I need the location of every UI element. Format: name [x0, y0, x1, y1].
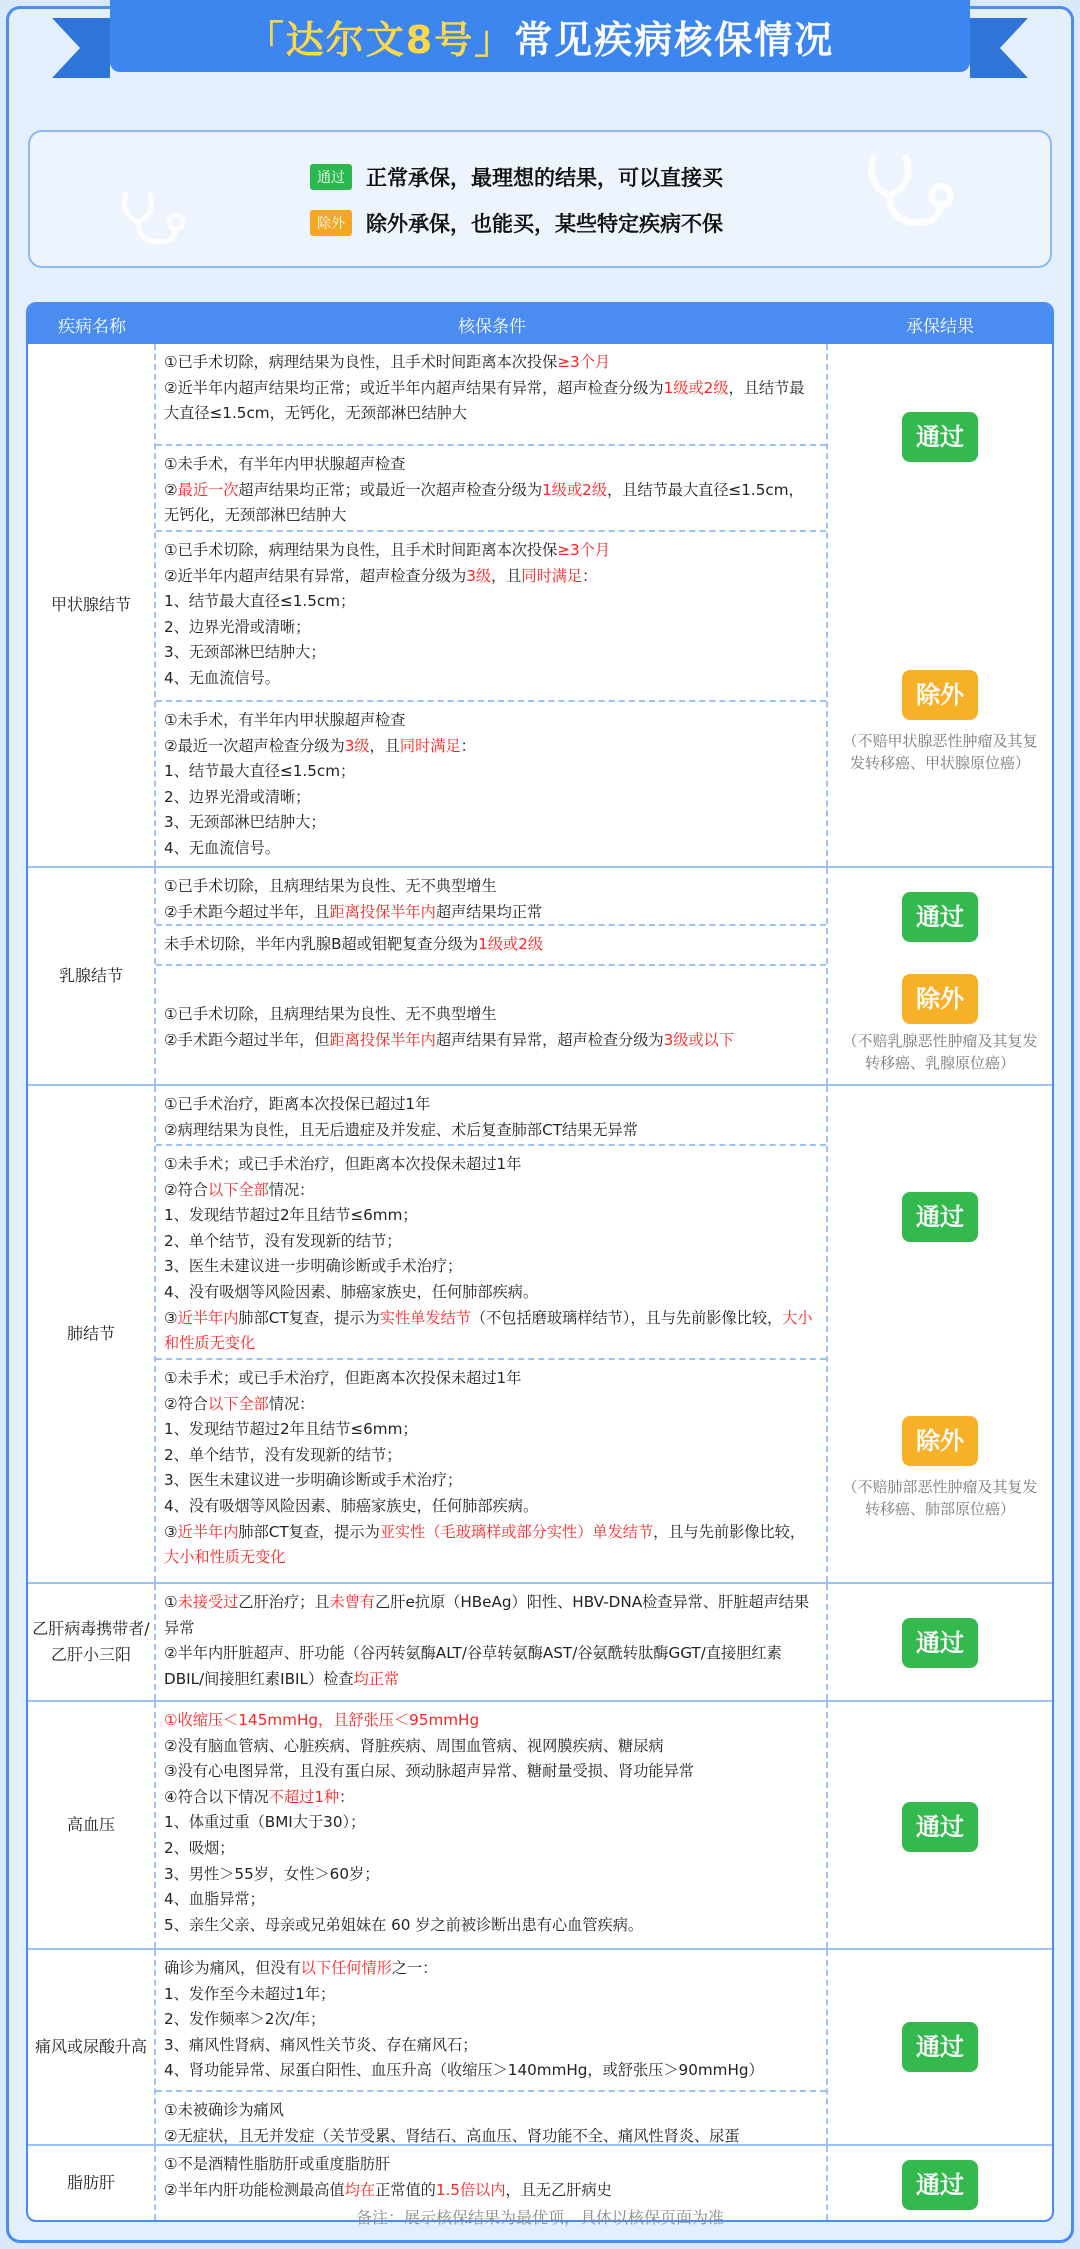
disease-name: 肺结节	[28, 1086, 156, 1582]
page-title: 「达尔文8号」常见疾病核保情况	[245, 17, 835, 62]
condition: ①已手术切除，且病理结果为良性、无不典型增生 ②手术距今超过半年，但距离投保半年内超声结果有异常，超声检查分级为3级或以下	[156, 964, 826, 1082]
disease-name: 高血压	[28, 1702, 156, 1948]
condition: ①未手术，有半年内甲状腺超声检查 ②最近一次超声结果均正常；或最近一次超声检查分级为1级或2级，且结节最大直径≤1.5cm，无钙化，无颈部淋巴结肿大	[156, 444, 826, 530]
disease-name: 甲状腺结节	[28, 344, 156, 866]
result-pass	[828, 2022, 1052, 2072]
condition: ①未被确诊为痛风 ②无症状，且无并发症（关节受累、肾结石、高血压、肾功能不全、痛风性肾炎、尿蛋	[156, 2090, 826, 2146]
stethoscope-icon	[116, 188, 190, 252]
condition: 未手术切除，半年内乳腺B超或钼靶复查分级为1级或2级	[156, 924, 826, 964]
condition: ①已手术治疗，距离本次投保已超过1年 ②病理结果为良性，且无后遗症及并发症、术后复查肺部CT结果无异常	[164, 1095, 638, 1139]
disease-name: 乳腺结节	[28, 868, 156, 1084]
condition: ①已手术切除，病理结果为良性，且手术时间距离本次投保≥3个月 ②近半年内超声结果有异常，超声检查分级为3级，且同时满足： 1、结节最大直径≤1.5cm； 2、边界光滑或清晰； 3、无颈部淋巴结肿大； 4、无血流信号。	[156, 530, 826, 700]
exclude-description: 除外承保，也能买，某些特定疾病不保	[366, 212, 723, 236]
condition: ①未手术，有半年内甲状腺超声检查 ②最近一次超声检查分级为3级，且同时满足： 1、结节最大直径≤1.5cm； 2、边界光滑或清晰； 3、无颈部淋巴结肿大； 4、无血流信号。	[156, 700, 826, 866]
legend-exclude	[310, 208, 723, 238]
result-exclude	[828, 670, 1052, 774]
header-disease: 疾病名称	[58, 316, 126, 337]
condition: ①已手术切除，且病理结果为良性、无不典型增生 ②手术距今超过半年，且距离投保半年内超声结果均正常	[164, 877, 543, 921]
condition: ①未接受过乙肝治疗；且未曾有乙肝e抗原（HBeAg）阳性、HBV-DNA检查异常、肝脏超声结果异常 ②半年内肝脏超声、肝功能（谷丙转氨酶ALT/谷草转氨酶AST/谷氨酰转肽酶GGT/直接胆红素DBIL/间接胆红素IBIL）检查均正常	[164, 1593, 810, 1688]
condition: ①已手术切除，病理结果为良性，且手术时间距离本次投保≥3个月 ②近半年内超声结果均正常；或近半年内超声结果有异常，超声检查分级为1级或2级，且结节最大直径≤1.5cm，无钙化，无颈部淋巴结肿大	[164, 353, 805, 423]
exclude-result-badge: 除外	[902, 974, 978, 1024]
group-gout	[28, 1948, 1052, 2144]
disease-name: 乙肝病毒携带者/乙肝小三阳	[28, 1584, 156, 1700]
exclude-result-badge: 除外	[902, 670, 978, 720]
stethoscope-icon	[860, 148, 960, 238]
result-pass	[828, 2160, 1052, 2210]
group-breast	[28, 866, 1052, 1084]
legend-box	[28, 130, 1052, 268]
legend-pass	[310, 162, 723, 192]
disease-name: 脂肪肝	[28, 2146, 156, 2220]
underwriting-table	[26, 302, 1054, 2222]
exclusion-note: （不赔甲状腺恶性肿瘤及其复发转移癌、甲状腺原位癌）	[842, 732, 1038, 772]
condition: ①未手术；或已手术治疗，但距离本次投保未超过1年 ②符合以下全部情况： 1、发现结节超过2年且结节≤6mm； 2、单个结节，没有发现新的结节； 3、医生未建议进一步明确诊断或手术治疗； 4、没有吸烟等风险因素、肺癌家族史，任何肺部疾病。 ③近半年内肺部CT复查，提示为亚实性（毛玻璃样或部分实性）单发结节，且与先前影像比较，大小和性质无变化	[156, 1358, 826, 1580]
group-lung	[28, 1084, 1052, 1582]
result-pass	[828, 1618, 1052, 1668]
condition: ①未手术；或已手术治疗，但距离本次投保未超过1年 ②符合以下全部情况： 1、发现结节超过2年且结节≤6mm； 2、单个结节，没有发现新的结节； 3、医生未建议进一步明确诊断或手术治疗； 4、没有吸烟等风险因素、肺癌家族史，任何肺部疾病。 ③近半年内肺部CT复查，提示为实性单发结节（不包括磨玻璃样结节），且与先前影像比较，大小和性质无变化	[156, 1144, 826, 1358]
condition: ①收缩压＜145mmHg，且舒张压＜95mmHg ②没有脑血管病、心脏疾病、肾脏疾病、周围血管病、视网膜疾病、糖尿病 ③没有心电图异常，且没有蛋白尿、颈动脉超声异常、糖耐量受损、肾功能异常 ④符合以下情况不超过1种： 1、体重过重（BMI大于30）； 2、吸烟； 3、男性＞55岁，女性＞60岁； 4、血脂异常； 5、亲生父亲、母亲或兄弟姐妹在 60 岁之前被诊断出患有心血管疾病。	[164, 1711, 694, 1934]
footer-note: 备注：展示核保结果为最优项，具体以核保页面为准	[355, 2208, 724, 2227]
result-pass	[828, 412, 1052, 462]
pass-result-badge: 通过	[902, 1192, 978, 1242]
pass-badge: 通过	[310, 164, 352, 190]
group-thyroid	[28, 344, 1052, 866]
header-conditions: 核保条件	[458, 316, 526, 337]
result-pass	[828, 1802, 1052, 1852]
exclude-badge: 除外	[310, 210, 352, 236]
pass-result-badge: 通过	[902, 2022, 978, 2072]
result-pass	[828, 1192, 1052, 1242]
pass-description: 正常承保，最理想的结果，可以直接买	[366, 166, 723, 190]
exclusion-note: （不赔乳腺恶性肿瘤及其复发转移癌、乳腺原位癌）	[842, 1032, 1038, 1072]
group-hypertension	[28, 1700, 1052, 1948]
result-exclude	[828, 1416, 1052, 1520]
title-ribbon	[110, 0, 970, 72]
disease-name: 痛风或尿酸升高	[28, 1950, 156, 2144]
result-pass	[828, 892, 1052, 942]
condition: ①不是酒精性脂肪肝或重度脂肪肝 ②半年内肝功能检测最高值均在正常值的1.5倍以内，且无乙肝病史	[164, 2155, 612, 2199]
header-result: 承保结果	[906, 316, 974, 337]
exclusion-note: （不赔肺部恶性肿瘤及其复发转移癌、肺部原位癌）	[842, 1478, 1038, 1518]
pass-result-badge: 通过	[902, 892, 978, 942]
pass-result-badge: 通过	[902, 1618, 978, 1668]
condition: 确诊为痛风，但没有以下任何情形之一： 1、发作至今未超过1年； 2、发作频率＞2次/年； 3、痛风性肾病、痛风性关节炎、存在痛风石； 4、肾功能异常、尿蛋白阳性、血压升高（收缩压＞140mmHg，或舒张压＞90mmHg）	[164, 1959, 764, 2080]
table-header	[28, 304, 1052, 344]
pass-result-badge: 通过	[902, 2160, 978, 2210]
pass-result-badge: 通过	[902, 412, 978, 462]
group-hepatitis-b	[28, 1582, 1052, 1700]
result-exclude	[828, 974, 1052, 1074]
pass-result-badge: 通过	[902, 1802, 978, 1852]
exclude-result-badge: 除外	[902, 1416, 978, 1466]
